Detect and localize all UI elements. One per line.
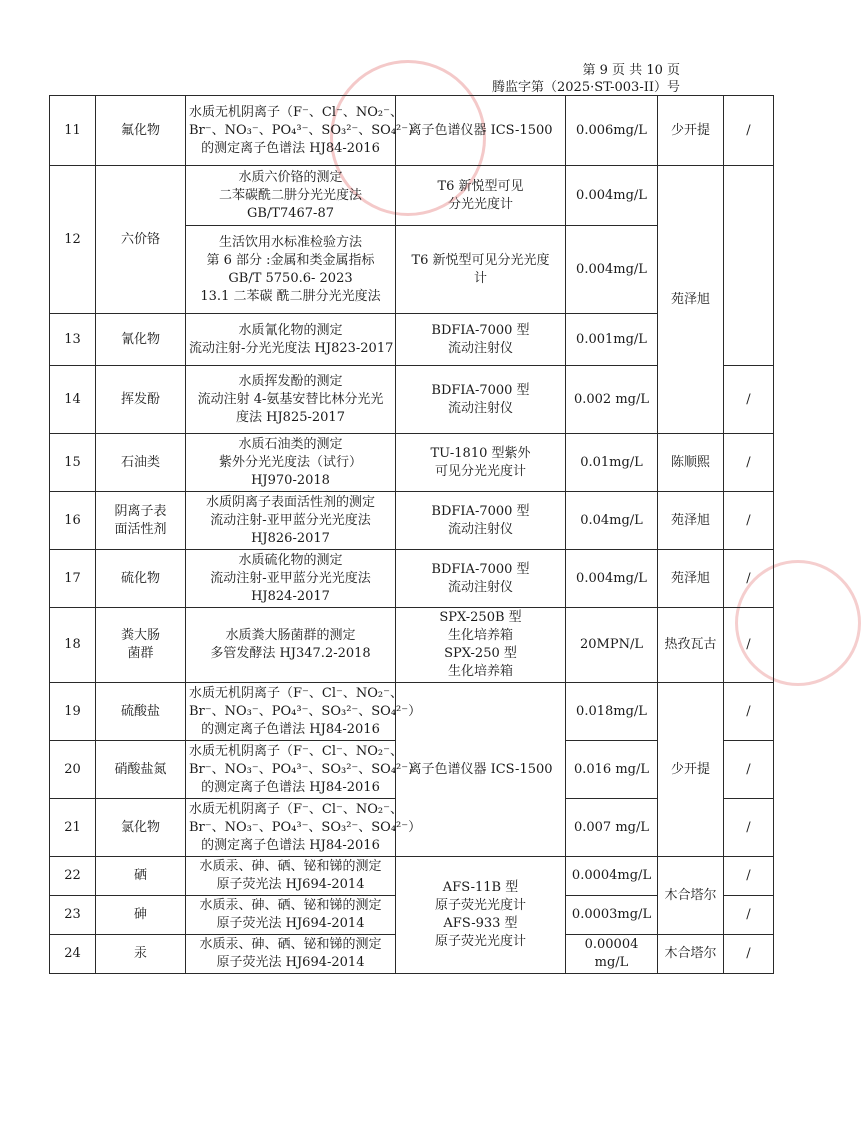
- cell-text: 0.004mg/L: [576, 187, 647, 203]
- cell-method: [186, 896, 396, 935]
- cell-text: 23: [64, 907, 81, 922]
- cell-text: SPX-250 型: [444, 646, 517, 661]
- cell-text: 原子荧光法 HJ694-2014: [216, 916, 365, 931]
- cell-method: [186, 366, 396, 434]
- cell-remark: [724, 935, 774, 974]
- cell-text: BDFIA-7000 型: [431, 503, 530, 519]
- cell-remark: [724, 166, 774, 366]
- cell-text: 19: [64, 703, 81, 719]
- cell-text: 多管发酵法 HJ347.2-2018: [210, 646, 371, 661]
- table-row: [50, 857, 774, 896]
- cell-text: 水质硫化物的测定: [238, 552, 343, 568]
- cell-text: 流动注射 4-氨基安替比林分光光: [197, 391, 384, 407]
- cell-remark: [724, 608, 774, 683]
- cell-limit: [566, 314, 658, 366]
- cell-instrument: [396, 96, 566, 166]
- cell-text: 水质阴离子表面活性剂的测定: [205, 494, 375, 510]
- cell-text: AFS-11B 型: [442, 880, 519, 895]
- cell-text: 水质氰化物的测定: [238, 322, 343, 338]
- cell-item: [96, 683, 186, 741]
- cell-item: [96, 314, 186, 366]
- cell-person: [658, 683, 724, 857]
- cell-text: 陈顺熙: [670, 454, 710, 470]
- cell-text: 氯化物: [120, 819, 160, 835]
- cell-remark: [724, 683, 774, 741]
- cell-no: [50, 935, 96, 974]
- cell-text: 流动注射仪: [447, 340, 513, 356]
- cell-text: /: [746, 703, 751, 719]
- cell-remark: [724, 434, 774, 492]
- cell-instrument: [396, 226, 566, 314]
- cell-text: 菌群: [127, 646, 154, 661]
- cell-no: [50, 608, 96, 683]
- cell-item: [96, 366, 186, 434]
- cell-text: 氰化物: [120, 331, 160, 347]
- cell-text: 17: [64, 570, 81, 586]
- cell-method: [186, 608, 396, 683]
- cell-text: 度法 HJ825-2017: [236, 409, 345, 425]
- page-info: 第 9 页 共 10 页: [582, 63, 680, 78]
- cell-method: [186, 935, 396, 974]
- cell-text: 氟化物: [120, 122, 160, 138]
- cell-method: [186, 434, 396, 492]
- cell-text: 22: [64, 868, 81, 883]
- cell-method: [186, 857, 396, 896]
- cell-text: 的测定离子色谱法 HJ84-2016: [201, 779, 380, 795]
- cell-text: TU-1810 型紫外: [430, 445, 531, 461]
- cell-limit: [566, 935, 658, 974]
- cell-text: 水质挥发酚的测定: [238, 373, 343, 389]
- cell-text: /: [746, 907, 751, 922]
- cell-instrument: [396, 366, 566, 434]
- cell-text: 计: [473, 270, 487, 286]
- cell-text: 水质汞、砷、硒、铋和锑的测定: [199, 937, 382, 952]
- report-number: 腾监字第（2025·ST-003-II）号: [492, 80, 680, 95]
- cell-text: 水质无机阴离子（F⁻、Cl⁻、NO₂⁻、: [189, 104, 403, 120]
- cell-item: [96, 935, 186, 974]
- test-method-table: [49, 95, 774, 974]
- cell-item: [96, 492, 186, 550]
- cell-text: /: [746, 946, 751, 961]
- cell-text: HJ826-2017: [251, 530, 330, 546]
- cell-instrument: [396, 434, 566, 492]
- cell-no: [50, 857, 96, 896]
- cell-person: [658, 96, 724, 166]
- cell-text: 0.0003mg/L: [571, 907, 652, 922]
- cell-text: GB/T7467-87: [246, 205, 334, 221]
- cell-text: 流动注射-亚甲蓝分光光度法: [210, 512, 371, 528]
- cell-text: AFS-933 型: [443, 916, 518, 931]
- cell-text: 流动注射-分光光度法 HJ823-2017: [189, 340, 394, 356]
- cell-text: T6 新悦型可见: [437, 178, 524, 194]
- cell-method: [186, 741, 422, 799]
- cell-text: 流动注射仪: [447, 579, 513, 595]
- cell-no: [50, 96, 96, 166]
- cell-text: 原子荧光光度计: [434, 898, 526, 913]
- cell-limit: [566, 550, 658, 608]
- cell-text: 硫酸盐: [120, 703, 160, 719]
- cell-remark: [724, 492, 774, 550]
- cell-text: /: [746, 637, 751, 652]
- cell-text: HJ970-2018: [251, 472, 330, 488]
- cell-remark: [724, 857, 774, 896]
- cell-text: 苑泽旭: [670, 291, 710, 307]
- cell-method: [186, 226, 396, 314]
- cell-text: 水质粪大肠菌群的测定: [225, 628, 356, 643]
- cell-text: 汞: [133, 946, 147, 961]
- cell-text: 24: [64, 946, 81, 961]
- cell-text: 生活饮用水标准检验方法: [218, 234, 362, 250]
- cell-instrument: [396, 492, 566, 550]
- cell-no: [50, 366, 96, 434]
- cell-remark: [724, 550, 774, 608]
- cell-text: 硒: [133, 868, 147, 883]
- cell-instrument: [396, 683, 566, 857]
- cell-item: [96, 741, 186, 799]
- cell-instrument: [396, 314, 566, 366]
- cell-text: mg/L: [594, 955, 629, 970]
- cell-text: /: [746, 868, 751, 883]
- cell-text: Br⁻、NO₃⁻、PO₄³⁻、SO₃²⁻、SO₄²⁻）: [189, 122, 422, 138]
- cell-item: [96, 550, 186, 608]
- cell-text: 0.018mg/L: [576, 703, 647, 719]
- cell-method: [186, 683, 422, 741]
- cell-text: 流动注射仪: [447, 400, 513, 416]
- cell-text: 第 6 部分 :金属和类金属指标: [206, 252, 375, 268]
- cell-text: 苑泽旭: [670, 512, 710, 528]
- cell-text: 生化培养箱: [447, 628, 513, 643]
- cell-text: BDFIA-7000 型: [431, 382, 530, 398]
- cell-text: SPX-250B 型: [439, 610, 522, 625]
- cell-text: BDFIA-7000 型: [431, 561, 530, 577]
- cell-text: 的测定离子色谱法 HJ84-2016: [201, 721, 380, 737]
- cell-text: /: [746, 454, 751, 470]
- cell-no: [50, 434, 96, 492]
- cell-text: 水质无机阴离子（F⁻、Cl⁻、NO₂⁻、: [189, 801, 403, 817]
- cell-text: 水质无机阴离子（F⁻、Cl⁻、NO₂⁻、: [189, 685, 403, 701]
- cell-limit: [566, 683, 658, 741]
- cell-method: [186, 799, 422, 857]
- cell-text: 二苯碳酰二肼分光光度法: [218, 187, 362, 203]
- cell-text: /: [746, 570, 751, 586]
- cell-text: 0.006mg/L: [576, 122, 647, 138]
- cell-text: 原子荧光法 HJ694-2014: [216, 955, 365, 970]
- cell-remark: [724, 896, 774, 935]
- cell-person: [658, 550, 724, 608]
- cell-instrument: [396, 166, 566, 226]
- cell-text: 13: [64, 331, 81, 347]
- cell-text: 可见分光光度计: [434, 463, 526, 479]
- cell-no: [50, 166, 96, 314]
- table-row: [50, 608, 774, 683]
- cell-text: 热孜瓦古: [664, 637, 717, 652]
- cell-text: 原子荧光法 HJ694-2014: [216, 877, 365, 892]
- cell-text: 的测定离子色谱法 HJ84-2016: [201, 837, 380, 853]
- cell-text: 的测定离子色谱法 HJ84-2016: [201, 140, 380, 156]
- cell-text: 离子色谱仪器 ICS-1500: [408, 761, 553, 777]
- cell-text: 0.04mg/L: [580, 512, 643, 528]
- cell-text: 少开提: [670, 122, 710, 138]
- cell-text: 六价铬: [120, 231, 160, 247]
- cell-limit: [566, 896, 658, 935]
- cell-text: 0.0004mg/L: [571, 868, 652, 883]
- cell-person: [658, 492, 724, 550]
- table-row: [50, 96, 774, 166]
- cell-no: [50, 741, 96, 799]
- cell-text: 0.01mg/L: [580, 454, 643, 470]
- cell-text: 18: [64, 637, 81, 652]
- cell-text: /: [746, 391, 751, 407]
- cell-limit: [566, 799, 658, 857]
- cell-item: [96, 608, 186, 683]
- cell-text: 分光光度计: [447, 196, 513, 212]
- cell-text: 面活性剂: [114, 521, 167, 537]
- cell-method: [186, 96, 422, 166]
- cell-instrument: [396, 608, 566, 683]
- cell-text: HJ824-2017: [251, 588, 330, 604]
- cell-text: 0.001mg/L: [576, 331, 647, 347]
- cell-text: 水质六价铬的测定: [238, 169, 343, 185]
- cell-no: [50, 799, 96, 857]
- cell-text: 21: [64, 819, 81, 835]
- cell-text: 石油类: [120, 454, 160, 470]
- cell-text: 20MPN/L: [580, 637, 643, 652]
- cell-person: [658, 857, 724, 935]
- cell-item: [96, 857, 186, 896]
- cell-no: [50, 896, 96, 935]
- cell-remark: [724, 741, 774, 799]
- cell-text: /: [746, 512, 751, 528]
- cell-text: 0.004mg/L: [576, 570, 647, 586]
- cell-text: Br⁻、NO₃⁻、PO₄³⁻、SO₃²⁻、SO₄²⁻）: [189, 703, 422, 719]
- cell-remark: [724, 366, 774, 434]
- cell-limit: [566, 434, 658, 492]
- cell-no: [50, 550, 96, 608]
- cell-instrument: [396, 857, 566, 974]
- table-row: [50, 550, 774, 608]
- cell-text: 硫化物: [120, 570, 160, 586]
- cell-text: 少开提: [670, 761, 710, 777]
- cell-no: [50, 683, 96, 741]
- cell-text: 水质汞、砷、硒、铋和锑的测定: [199, 859, 382, 874]
- cell-limit: [566, 492, 658, 550]
- cell-text: 流动注射仪: [447, 521, 513, 537]
- cell-text: 0.002 mg/L: [573, 391, 649, 407]
- cell-text: BDFIA-7000 型: [431, 322, 530, 338]
- cell-text: /: [746, 122, 751, 138]
- cell-text: GB/T 5750.6- 2023: [228, 270, 353, 286]
- cell-remark: [724, 799, 774, 857]
- cell-text: 木合塔尔: [664, 946, 717, 961]
- cell-limit: [566, 857, 658, 896]
- cell-text: 0.004mg/L: [576, 261, 647, 277]
- cell-limit: [566, 608, 658, 683]
- cell-text: 14: [64, 391, 81, 407]
- cell-text: 粪大肠: [120, 628, 160, 643]
- cell-text: 离子色谱仪器 ICS-1500: [408, 122, 553, 138]
- cell-text: /: [746, 761, 751, 777]
- cell-text: 15: [64, 454, 81, 470]
- cell-item: [96, 96, 186, 166]
- cell-text: 16: [64, 512, 81, 528]
- cell-item: [96, 896, 186, 935]
- table-row: [50, 434, 774, 492]
- cell-text: 原子荧光光度计: [434, 934, 526, 949]
- cell-text: 流动注射-亚甲蓝分光光度法: [210, 570, 371, 586]
- cell-method: [186, 550, 396, 608]
- cell-text: 13.1 二苯碳 酰二肼分光光度法: [200, 288, 381, 304]
- cell-text: 0.016 mg/L: [573, 761, 649, 777]
- table-row: [50, 683, 774, 741]
- cell-text: Br⁻、NO₃⁻、PO₄³⁻、SO₃²⁻、SO₄²⁻）: [189, 819, 422, 835]
- cell-limit: [566, 366, 658, 434]
- cell-text: 砷: [133, 907, 147, 922]
- cell-text: 紫外分光光度法（试行）: [218, 454, 362, 470]
- cell-person: [658, 434, 724, 492]
- cell-text: 20: [64, 761, 81, 777]
- cell-text: 水质无机阴离子（F⁻、Cl⁻、NO₂⁻、: [189, 743, 403, 759]
- cell-instrument: [396, 550, 566, 608]
- cell-text: 11: [64, 122, 81, 138]
- cell-person: [658, 935, 724, 974]
- cell-text: 阴离子表: [114, 503, 167, 519]
- cell-person: [658, 608, 724, 683]
- cell-limit: [566, 741, 658, 799]
- cell-text: 0.00004: [584, 937, 639, 952]
- cell-text: 0.007 mg/L: [573, 819, 649, 835]
- cell-text: 12: [64, 231, 81, 247]
- cell-person: [658, 166, 724, 434]
- cell-text: 水质石油类的测定: [238, 436, 343, 452]
- cell-item: [96, 434, 186, 492]
- cell-text: 硝酸盐氮: [114, 761, 167, 777]
- cell-limit: [566, 166, 658, 226]
- cell-text: /: [746, 819, 751, 835]
- cell-limit: [566, 96, 658, 166]
- cell-no: [50, 492, 96, 550]
- cell-text: T6 新悦型可见分光光度: [411, 252, 550, 268]
- cell-no: [50, 314, 96, 366]
- cell-text: 生化培养箱: [447, 664, 513, 679]
- table-row: [50, 492, 774, 550]
- cell-limit: [566, 226, 658, 314]
- cell-text: 挥发酚: [120, 391, 160, 407]
- cell-text: 水质汞、砷、硒、铋和锑的测定: [199, 898, 382, 913]
- cell-text: 苑泽旭: [670, 570, 710, 586]
- cell-method: [186, 166, 396, 226]
- cell-text: 木合塔尔: [664, 887, 717, 903]
- cell-item: [96, 799, 186, 857]
- cell-text: Br⁻、NO₃⁻、PO₄³⁻、SO₃²⁻、SO₄²⁻）: [189, 761, 422, 777]
- cell-remark: [724, 96, 774, 166]
- cell-method: [186, 492, 396, 550]
- cell-method: [186, 314, 396, 366]
- table-row: [50, 166, 774, 226]
- cell-item: [96, 166, 186, 314]
